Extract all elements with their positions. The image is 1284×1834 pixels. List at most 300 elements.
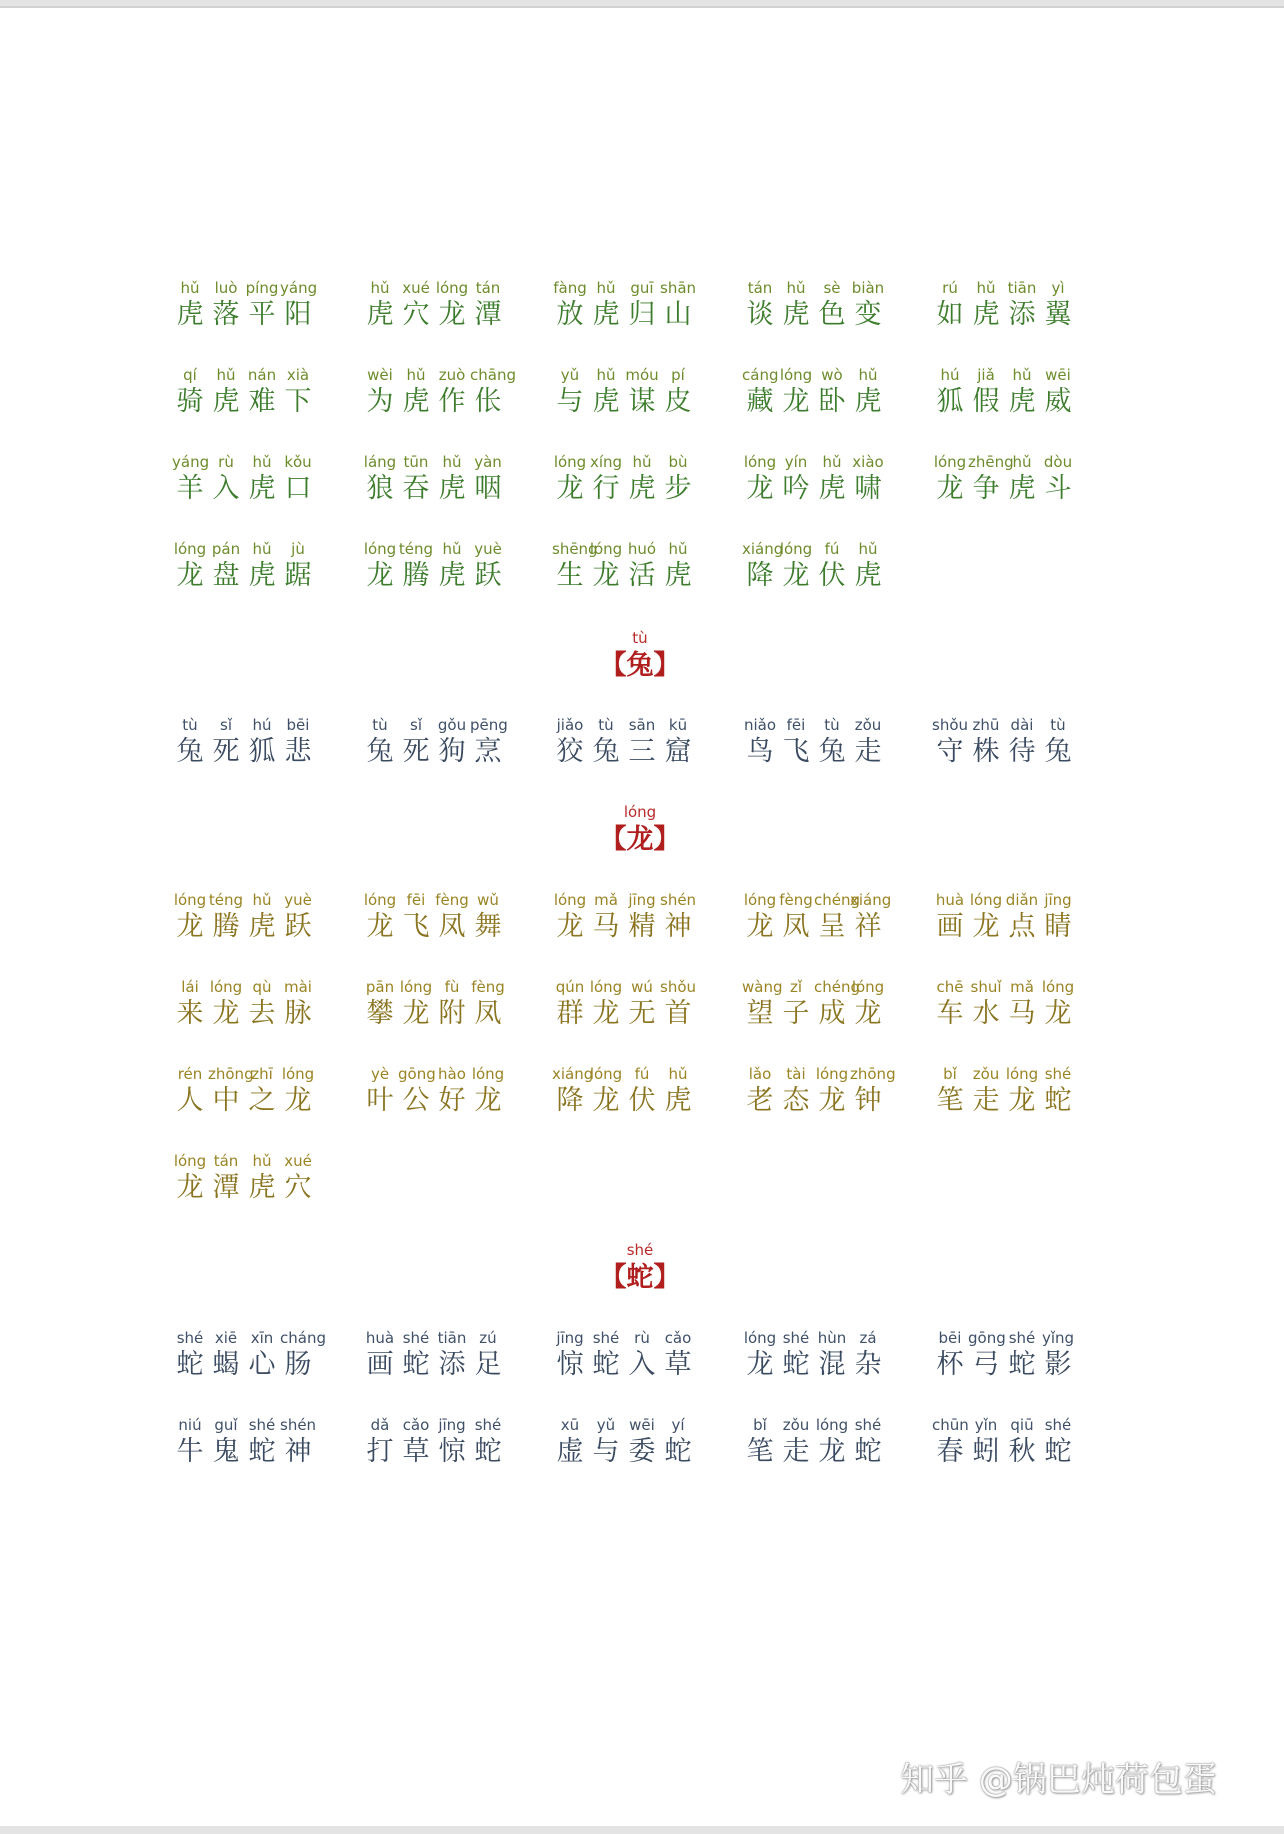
hanzi-character: 卧	[818, 386, 846, 417]
pinyin-syllable: hǔ	[822, 453, 842, 471]
hanzi-character: 龙	[592, 1085, 620, 1116]
hanzi-character: 笔	[746, 1436, 774, 1467]
idiom-card	[172, 1328, 362, 1415]
idiom-card	[172, 1064, 362, 1151]
pinyin-syllable: mài	[284, 978, 312, 996]
hanzi-character: 平	[248, 299, 276, 330]
pinyin-syllable: hào	[438, 1065, 466, 1083]
hanzi-character: 龙	[556, 911, 584, 942]
pinyin-syllable: kǒu	[284, 453, 312, 471]
pinyin-syllable: hǔ	[406, 366, 426, 384]
pinyin-syllable: chāng	[470, 366, 516, 384]
pinyin-syllable: xiáng	[742, 540, 784, 558]
pinyin-syllable: jīng	[556, 1329, 584, 1347]
pinyin-syllable: fàng	[553, 279, 587, 297]
hanzi-character: 虎	[248, 1172, 276, 1203]
hanzi-character: 龙	[782, 386, 810, 417]
hanzi-character: 添	[438, 1349, 466, 1380]
pinyin-syllable: nán	[247, 366, 277, 384]
pinyin-syllable: xiào	[852, 453, 884, 471]
pinyin-syllable: hǔ	[668, 540, 688, 558]
pinyin-syllable: chūn	[932, 1416, 969, 1434]
idiom-card	[552, 539, 742, 626]
hanzi-character: 画	[936, 911, 964, 942]
pinyin-syllable: sǐ	[220, 716, 232, 734]
hanzi-character: 蛇	[402, 1349, 430, 1380]
hanzi-character: 老	[746, 1085, 774, 1116]
pinyin-syllable: lóng	[743, 453, 777, 471]
pinyin-syllable: shé	[1044, 1065, 1072, 1083]
hanzi-character: 与	[592, 1436, 620, 1467]
pinyin-syllable: xiáng	[552, 1065, 594, 1083]
pinyin-syllable: wò	[821, 366, 843, 384]
idiom-card	[932, 890, 1122, 977]
pinyin-syllable: yǔ	[560, 366, 580, 384]
pinyin-syllable: hǔ	[668, 1065, 688, 1083]
hanzi-character: 蛇	[248, 1436, 276, 1467]
pinyin-syllable: lóng	[281, 1065, 315, 1083]
hanzi-character: 虎	[782, 299, 810, 330]
pinyin-syllable: lóng	[363, 891, 397, 909]
idiom-card	[172, 278, 362, 365]
hanzi-character: 舞	[474, 911, 502, 942]
hanzi-character: 入	[628, 1349, 656, 1380]
hanzi-character: 龙	[592, 560, 620, 591]
pinyin-syllable: niú	[178, 1416, 202, 1434]
hanzi-character: 跃	[474, 560, 502, 591]
pinyin-syllable: lóng	[553, 891, 587, 909]
hanzi-character: 水	[972, 998, 1000, 1029]
pinyin-syllable: hǔ	[786, 279, 806, 297]
hanzi-character: 龙	[746, 1349, 774, 1380]
pinyin-syllable: yáng	[172, 453, 210, 471]
pinyin-syllable: pēng	[470, 716, 508, 734]
pinyin-syllable: sè	[823, 279, 841, 297]
hanzi-character: 马	[592, 911, 620, 942]
pinyin-syllable: hǔ	[442, 540, 462, 558]
hanzi-character: 虎	[438, 560, 466, 591]
pinyin-syllable: hú	[252, 716, 272, 734]
hanzi-character: 添	[1008, 299, 1036, 330]
hanzi-character: 蚓	[972, 1436, 1000, 1467]
hanzi-character: 飞	[402, 911, 430, 942]
pinyin-syllable: tù	[182, 716, 198, 734]
pinyin-syllable: mǎ	[594, 891, 618, 909]
pinyin-syllable: zú	[479, 1329, 497, 1347]
hanzi-character: 脉	[284, 998, 312, 1029]
pinyin-syllable: lóng	[779, 540, 813, 558]
pinyin-syllable: zǒu	[854, 716, 882, 734]
pinyin-syllable: chē	[936, 978, 964, 996]
hanzi-character: 龙	[818, 1085, 846, 1116]
hanzi-character: 群	[556, 998, 584, 1029]
snake-heading-pinyin: shé	[626, 1241, 654, 1259]
pinyin-syllable: shé	[854, 1416, 882, 1434]
pinyin-syllable: hǔ	[180, 279, 200, 297]
pinyin-syllable: hǔ	[976, 279, 996, 297]
hanzi-character: 蛇	[664, 1436, 692, 1467]
pinyin-syllable: jīng	[628, 891, 656, 909]
idiom-card	[742, 452, 932, 539]
hanzi-character: 蛇	[176, 1349, 204, 1380]
hanzi-character: 跃	[284, 911, 312, 942]
hanzi-character: 叶	[366, 1085, 394, 1116]
pinyin-syllable: yuè	[284, 891, 312, 909]
idiom-card	[742, 890, 932, 977]
hanzi-character: 车	[936, 998, 964, 1029]
hanzi-character: 秋	[1008, 1436, 1036, 1467]
pinyin-syllable: hǔ	[596, 279, 616, 297]
pinyin-syllable: wēi	[629, 1416, 655, 1434]
hanzi-character: 龙	[438, 299, 466, 330]
pinyin-syllable: tūn	[403, 453, 429, 471]
hanzi-character: 睛	[1044, 911, 1072, 942]
hanzi-character: 谈	[746, 299, 774, 330]
idiom-card	[362, 452, 552, 539]
hanzi-character: 呈	[818, 911, 846, 942]
hanzi-character: 凤	[474, 998, 502, 1029]
hanzi-character: 虎	[366, 299, 394, 330]
hanzi-character: 虎	[176, 299, 204, 330]
pinyin-syllable: móu	[625, 366, 659, 384]
pinyin-syllable: qù	[252, 978, 272, 996]
hanzi-character: 悲	[284, 736, 312, 767]
pinyin-syllable: hǔ	[858, 540, 878, 558]
pinyin-syllable: pán	[211, 540, 241, 558]
pinyin-syllable: gōng	[398, 1065, 436, 1083]
pinyin-syllable: lóng	[1005, 1065, 1039, 1083]
pinyin-syllable: tiān	[1007, 279, 1037, 297]
pinyin-syllable: tù	[824, 716, 840, 734]
pinyin-syllable: wèi	[367, 366, 393, 384]
pinyin-syllable: hǔ	[858, 366, 878, 384]
hanzi-character: 生	[556, 560, 584, 591]
pinyin-syllable: hǔ	[370, 279, 390, 297]
hanzi-character: 兔	[818, 736, 846, 767]
hanzi-character: 虎	[248, 560, 276, 591]
hanzi-character: 如	[936, 299, 964, 330]
idiom-card	[362, 365, 552, 452]
hanzi-character: 谋	[628, 386, 656, 417]
pinyin-syllable: hùn	[817, 1329, 847, 1347]
pinyin-syllable: xíng	[589, 453, 623, 471]
hanzi-character: 虎	[438, 473, 466, 504]
hanzi-character: 兔	[592, 736, 620, 767]
hanzi-character: 行	[592, 473, 620, 504]
hanzi-character: 难	[248, 386, 276, 417]
hanzi-character: 龙	[212, 998, 240, 1029]
hanzi-character: 态	[782, 1085, 810, 1116]
pinyin-syllable: hǔ	[1012, 453, 1032, 471]
idiom-card	[552, 1064, 742, 1151]
hanzi-character: 皮	[664, 386, 692, 417]
hanzi-character: 攀	[366, 998, 394, 1029]
hanzi-character: 鬼	[212, 1436, 240, 1467]
idiom-card	[742, 715, 932, 802]
pinyin-syllable: lóng	[589, 1065, 623, 1083]
pinyin-syllable: xué	[284, 1152, 312, 1170]
pinyin-syllable: tán	[475, 279, 501, 297]
hanzi-character: 潭	[212, 1172, 240, 1203]
hanzi-character: 降	[556, 1085, 584, 1116]
pinyin-syllable: shuǐ	[970, 978, 1002, 996]
hanzi-character: 杂	[854, 1349, 882, 1380]
hanzi-character: 虎	[628, 473, 656, 504]
hanzi-character: 鸟	[746, 736, 774, 767]
zhihu-watermark: 知乎 @锅巴炖荷包蛋	[900, 1760, 1217, 1800]
hanzi-character: 虎	[212, 386, 240, 417]
hanzi-character: 龙	[176, 1172, 204, 1203]
hanzi-character: 啸	[854, 473, 882, 504]
hanzi-character: 兔	[176, 736, 204, 767]
pinyin-syllable: dòu	[1043, 453, 1073, 471]
pinyin-syllable: zhōng	[208, 1065, 254, 1083]
hanzi-character: 翼	[1044, 299, 1072, 330]
pinyin-syllable: tán	[213, 1152, 239, 1170]
hanzi-character: 蛇	[854, 1436, 882, 1467]
hanzi-character: 虎	[402, 386, 430, 417]
hanzi-character: 待	[1008, 736, 1036, 767]
pinyin-syllable: lóng	[399, 978, 433, 996]
idiom-card	[172, 365, 362, 452]
hanzi-character: 龙	[592, 998, 620, 1029]
idiom-card	[742, 539, 932, 626]
hanzi-character: 龙	[366, 560, 394, 591]
pinyin-syllable: pí	[671, 366, 685, 384]
pinyin-syllable: fèng	[435, 891, 469, 909]
pinyin-syllable: pān	[365, 978, 395, 996]
pinyin-syllable: fèng	[471, 978, 505, 996]
hanzi-character: 与	[556, 386, 584, 417]
pinyin-syllable: tù	[372, 716, 388, 734]
pinyin-syllable: téng	[398, 540, 434, 558]
hanzi-character: 附	[438, 998, 466, 1029]
idiom-card	[362, 1328, 552, 1415]
idiom-card	[932, 452, 1122, 539]
hanzi-character: 龙	[746, 473, 774, 504]
pinyin-syllable: tù	[598, 716, 614, 734]
hanzi-character: 委	[628, 1436, 656, 1467]
pinyin-syllable: hǔ	[252, 453, 272, 471]
pinyin-syllable: fù	[444, 978, 460, 996]
pinyin-syllable: niǎo	[743, 716, 777, 734]
pinyin-syllable: lóng	[209, 978, 243, 996]
hanzi-character: 飞	[782, 736, 810, 767]
pinyin-syllable: luò	[214, 279, 238, 297]
pinyin-syllable: lóng	[1041, 978, 1075, 996]
hanzi-character: 公	[402, 1085, 430, 1116]
pinyin-syllable: xué	[402, 279, 430, 297]
pinyin-syllable: huà	[935, 891, 965, 909]
hanzi-character: 中	[212, 1085, 240, 1116]
hanzi-character: 虎	[972, 299, 1000, 330]
pinyin-syllable: xīn	[250, 1329, 274, 1347]
pinyin-syllable: mǎ	[1010, 978, 1034, 996]
pinyin-syllable: shé	[248, 1416, 276, 1434]
hanzi-character: 龙	[284, 1085, 312, 1116]
idiom-card	[552, 1415, 742, 1502]
hanzi-character: 落	[212, 299, 240, 330]
hanzi-character: 精	[628, 911, 656, 942]
pinyin-syllable: rù	[634, 1329, 650, 1347]
hanzi-character: 来	[176, 998, 204, 1029]
hanzi-character: 吞	[402, 473, 430, 504]
pinyin-syllable: shé	[592, 1329, 620, 1347]
pinyin-syllable: xià	[286, 366, 310, 384]
hanzi-character: 龙	[782, 560, 810, 591]
hanzi-character: 惊	[556, 1349, 584, 1380]
hanzi-character: 心	[248, 1349, 276, 1380]
pinyin-syllable: yǐng	[1041, 1329, 1075, 1347]
pinyin-syllable: chéng	[814, 978, 861, 996]
hanzi-character: 子	[782, 998, 810, 1029]
snake-heading	[540, 1240, 740, 1296]
idiom-card	[172, 715, 362, 802]
pinyin-syllable: rù	[218, 453, 234, 471]
pinyin-syllable: yǔ	[596, 1416, 616, 1434]
pinyin-syllable: cháng	[280, 1329, 326, 1347]
rabbit-heading-pinyin: tù	[632, 629, 648, 647]
idiom-card	[742, 365, 932, 452]
idiom-card	[552, 278, 742, 365]
pinyin-syllable: hǔ	[1012, 366, 1032, 384]
hanzi-character: 蛇	[1008, 1349, 1036, 1380]
pinyin-syllable: jīng	[1044, 891, 1072, 909]
idiom-card	[172, 452, 362, 539]
pinyin-syllable: lóng	[553, 453, 587, 471]
hanzi-character: 腾	[212, 911, 240, 942]
dragon-heading-title: 【龙】	[599, 824, 681, 855]
hanzi-character: 虚	[556, 1436, 584, 1467]
pinyin-syllable: fú	[824, 540, 840, 558]
pinyin-syllable: tán	[747, 279, 773, 297]
hanzi-character: 咽	[474, 473, 502, 504]
pinyin-syllable: lǎo	[748, 1065, 772, 1083]
idiom-card	[552, 890, 742, 977]
hanzi-character: 穴	[402, 299, 430, 330]
pinyin-syllable: diǎn	[1005, 891, 1039, 909]
pinyin-syllable: bēi	[938, 1329, 962, 1347]
hanzi-character: 混	[818, 1349, 846, 1380]
hanzi-character: 窟	[664, 736, 692, 767]
idiom-card	[742, 977, 932, 1064]
pinyin-syllable: yè	[370, 1065, 390, 1083]
hanzi-character: 虎	[818, 473, 846, 504]
idiom-card	[362, 715, 552, 802]
pinyin-syllable: yáng	[280, 279, 318, 297]
dragon-heading-pinyin: lóng	[623, 803, 657, 821]
pinyin-syllable: guǐ	[214, 1416, 238, 1434]
pinyin-syllable: gōng	[968, 1329, 1006, 1347]
idiom-card	[552, 715, 742, 802]
pinyin-syllable: hǔ	[596, 366, 616, 384]
hanzi-character: 蛇	[592, 1349, 620, 1380]
pinyin-syllable: shén	[280, 1416, 317, 1434]
pinyin-syllable: xū	[560, 1416, 580, 1434]
pinyin-syllable: lóng	[173, 891, 207, 909]
hanzi-character: 龙	[556, 473, 584, 504]
hanzi-character: 笔	[936, 1085, 964, 1116]
pinyin-syllable: láng	[363, 453, 397, 471]
hanzi-character: 龙	[176, 911, 204, 942]
hanzi-character: 去	[248, 998, 276, 1029]
hanzi-character: 走	[782, 1436, 810, 1467]
pinyin-syllable: zhōng	[850, 1065, 896, 1083]
hanzi-character: 龙	[1044, 998, 1072, 1029]
pinyin-syllable: wàng	[742, 978, 783, 996]
hanzi-character: 马	[1008, 998, 1036, 1029]
snake-idiom-grid	[172, 1328, 1122, 1502]
hanzi-character: 死	[212, 736, 240, 767]
hanzi-character: 蛇	[782, 1349, 810, 1380]
hanzi-character: 钟	[854, 1085, 882, 1116]
pinyin-syllable: cǎo	[402, 1416, 430, 1434]
hanzi-character: 凤	[438, 911, 466, 942]
hanzi-character: 龙	[972, 911, 1000, 942]
idiom-card	[552, 452, 742, 539]
pinyin-syllable: hǔ	[442, 453, 462, 471]
hanzi-character: 惊	[438, 1436, 466, 1467]
pinyin-syllable: lóng	[589, 540, 623, 558]
hanzi-character: 龙	[818, 1436, 846, 1467]
pinyin-syllable: hǔ	[632, 453, 652, 471]
hanzi-character: 作	[438, 386, 466, 417]
pinyin-syllable: lóng	[851, 978, 885, 996]
pinyin-syllable: shé	[1008, 1329, 1036, 1347]
idiom-card	[172, 1415, 362, 1502]
pinyin-syllable: yǐn	[974, 1416, 998, 1434]
hanzi-character: 虎	[664, 560, 692, 591]
pinyin-syllable: zǒu	[972, 1065, 1000, 1083]
pinyin-syllable: tù	[1050, 716, 1066, 734]
rabbit-heading-title: 【兔】	[599, 650, 681, 681]
pinyin-syllable: hǔ	[252, 891, 272, 909]
hanzi-character: 潭	[474, 299, 502, 330]
pinyin-syllable: rú	[942, 279, 958, 297]
hanzi-character: 凤	[782, 911, 810, 942]
hanzi-character: 影	[1044, 1349, 1072, 1380]
hanzi-character: 走	[972, 1085, 1000, 1116]
hanzi-character: 龙	[746, 911, 774, 942]
pinyin-syllable: shé	[402, 1329, 430, 1347]
hanzi-character: 蛇	[1044, 1436, 1072, 1467]
pinyin-syllable: tiān	[437, 1329, 467, 1347]
hanzi-character: 狐	[248, 736, 276, 767]
pinyin-syllable: lóng	[173, 1152, 207, 1170]
hanzi-character: 牛	[176, 1436, 204, 1467]
hanzi-character: 望	[746, 998, 774, 1029]
pinyin-syllable: tài	[786, 1065, 806, 1083]
pinyin-syllable: cáng	[742, 366, 779, 384]
document-page	[0, 6, 1284, 1826]
hanzi-character: 伏	[818, 560, 846, 591]
pinyin-syllable: jù	[291, 540, 305, 558]
hanzi-character: 死	[402, 736, 430, 767]
hanzi-character: 色	[818, 299, 846, 330]
hanzi-character: 活	[628, 560, 656, 591]
pinyin-syllable: shān	[660, 279, 697, 297]
hanzi-character: 烹	[474, 736, 502, 767]
hanzi-character: 狡	[556, 736, 584, 767]
pinyin-syllable: guī	[630, 279, 654, 297]
hanzi-character: 吟	[782, 473, 810, 504]
pinyin-syllable: fèng	[779, 891, 813, 909]
dragon-idiom-grid	[172, 890, 1122, 1238]
idiom-card	[172, 1151, 362, 1238]
pinyin-syllable: yí	[671, 1416, 685, 1434]
idiom-card	[362, 977, 552, 1064]
pinyin-syllable: shé	[1044, 1416, 1072, 1434]
